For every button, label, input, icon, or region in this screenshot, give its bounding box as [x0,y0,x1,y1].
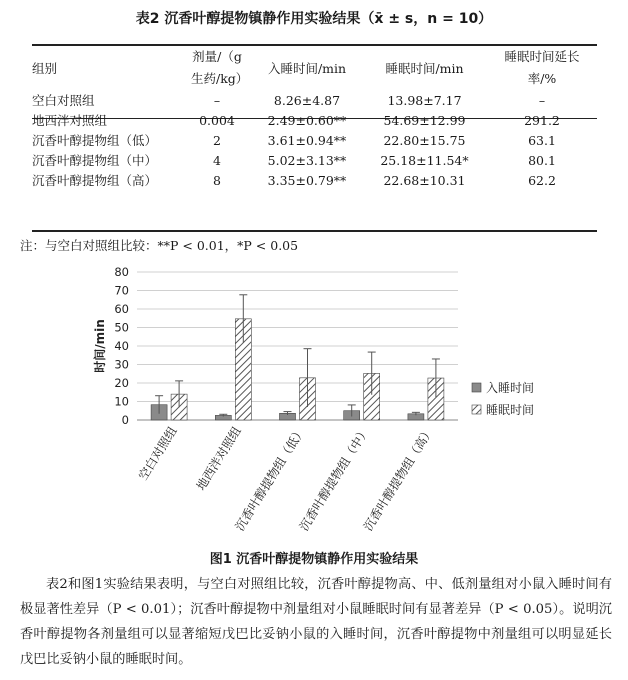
table-note: 注：与空白对照组比较：**P < 0.01，*P < 0.05 [20,238,299,253]
table-cell: 63.1 [528,132,556,148]
x-tick-label: 沉香叶醇提物组（低） [232,424,309,534]
table-row [32,90,597,110]
body-paragraph [20,572,612,672]
legend-swatch [472,405,481,414]
table-header-row [32,46,597,90]
legend-label: 入睡时间 [486,381,535,395]
table-cell: 80.1 [528,152,556,168]
table-cell: 地西泮对照组 [32,113,108,128]
header-duration: 睡眠时间/min [385,61,464,76]
y-tick-label: 20 [114,376,129,390]
header-onset: 入睡时间/min [267,61,347,76]
table-cell: 沉香叶醇提物组（低） [32,133,158,148]
header-group: 组别 [32,61,58,76]
table-cell: – [538,92,546,108]
table-cell: 4 [213,152,221,168]
y-tick-label: 80 [114,265,129,279]
legend-swatch [472,383,481,392]
table-cell: 13.98±7.17 [387,92,462,108]
table-cell: 沉香叶醇提物组（中） [32,153,158,168]
table-cell: 22.80±15.75 [383,132,466,148]
bar-chart [0,260,628,545]
table-cell: 空白对照组 [32,93,95,108]
y-tick-label: 50 [114,320,129,335]
table-cell: 2.49±0.60** [267,112,347,128]
x-tick-label: 空白对照组 [135,424,180,483]
y-tick-label: 70 [114,283,129,298]
table-cell: 3.61±0.94** [267,132,347,148]
table-cell: – [213,92,221,108]
table-bottom-rule [32,230,597,232]
x-tick-label: 沉香叶醇提物组（中） [296,424,373,534]
y-tick-label: 60 [114,302,129,316]
figure-caption: 图1 沉香叶醇提物镇静作用实验结果 [209,552,419,567]
x-tick-label: 沉香叶醇提物组（高） [360,424,437,534]
table-cell: 0.004 [199,112,235,128]
y-tick-label: 30 [114,357,129,372]
table-cell: 3.35±0.79** [267,172,347,188]
legend-label: 睡眠时间 [486,403,535,417]
y-tick-label: 0 [121,413,129,427]
table-cell: 25.18±11.54* [380,152,469,168]
header-rate: 睡眠时间延长率/% [504,49,580,86]
header-dose: 剂量/（g生药/kg） [191,49,249,86]
y-axis-label: 时间/min [93,319,107,373]
table-cell: 沉香叶醇提物组（高） [32,173,158,188]
table-title: 表2 沉香叶醇提物镇静作用实验结果（x̄ ± s，n = 10） [135,11,493,27]
table-cell: 8.26±4.87 [273,92,341,108]
table-cell: 8 [213,172,221,188]
y-tick-label: 40 [114,339,129,353]
table-cell: 54.69±12.99 [383,112,466,128]
table-row [32,170,597,190]
table-cell: 62.2 [528,172,556,188]
table-row [32,150,597,170]
table-cell: 291.2 [524,112,560,128]
table-row [32,130,597,150]
table-cell: 22.68±10.31 [383,172,466,188]
table-row [32,110,597,130]
body-text: 表2和图1实验结果表明，与空白对照组比较，沉香叶醇提物高、中、低剂量组对小鼠入睡时间有极显著性差异（P < 0.01）；沉香叶醇提物中剂量组对小鼠睡眠时间有显著差异（P < 0.05）。说明沉香叶醇提物各剂量组可以显著缩短戊巴比妥钠小鼠的入睡时间，沉香叶醇提物中剂量组可以明显延长戊巴比妥钠小鼠的睡眠时间。 [20,577,612,667]
table-cell: 2 [213,132,221,148]
y-tick-label: 10 [114,394,129,409]
results-table [32,46,597,190]
x-tick-label: 地西泮对照组 [193,424,244,493]
table-cell: 5.02±3.13** [267,152,347,168]
